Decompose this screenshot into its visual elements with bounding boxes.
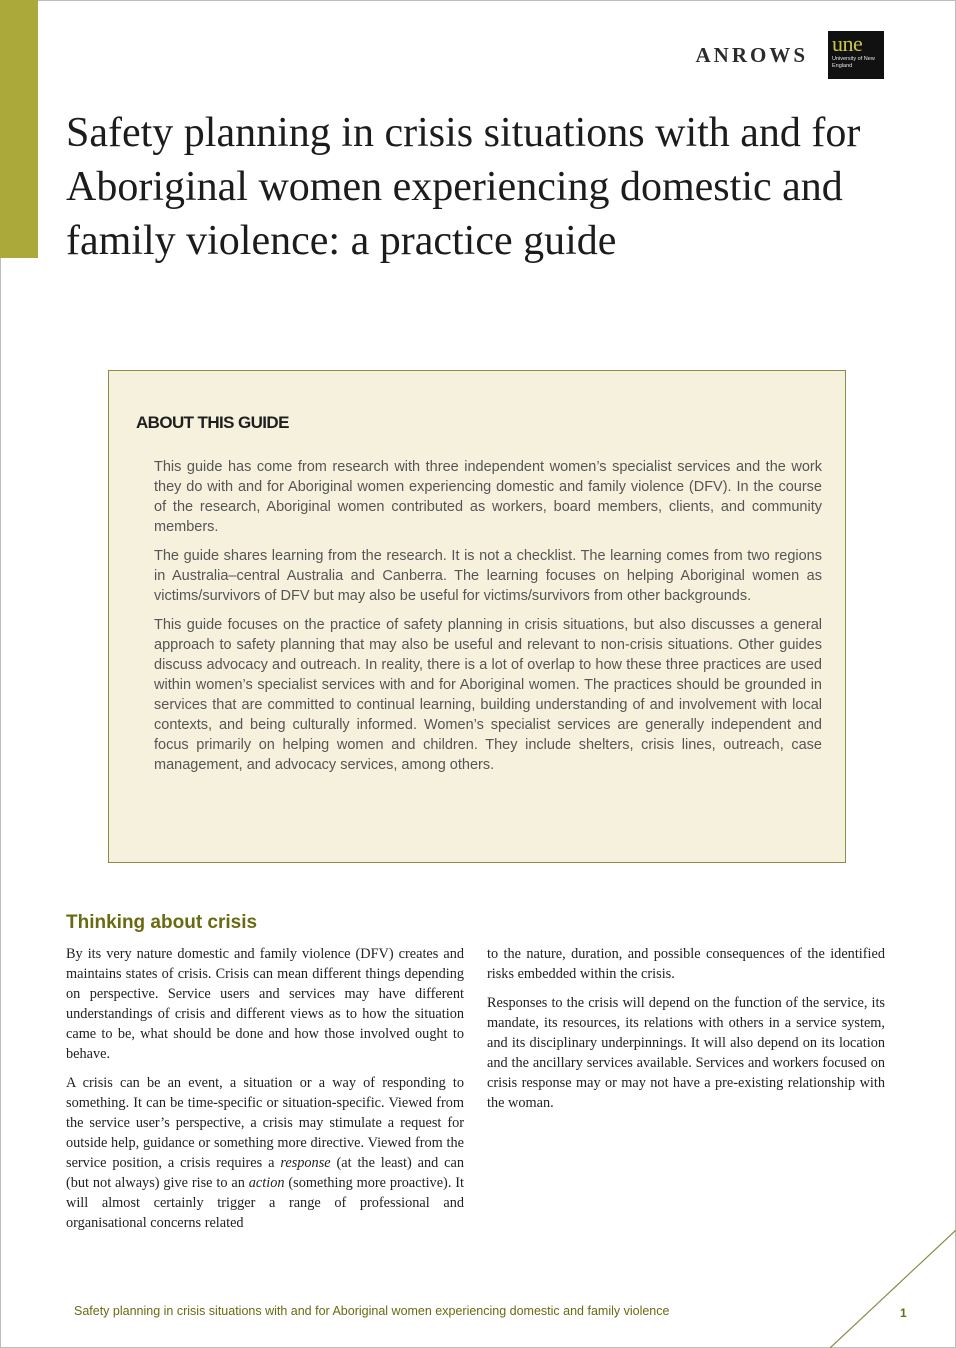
body-text: A crisis can be an event, a situation or a way of responding to something. It can be time-specific or situation-specific. Viewed from the service user’s perspective, a crisis may stimulate a request for outside help, guidance or something more directive. Viewed from the service position, a crisis requires a [66, 1075, 464, 1171]
body-column-left [66, 944, 464, 1242]
about-body [154, 457, 822, 784]
about-paragraph: This guide has come from research with three independent women’s specialist services and the work they do with and for Aboriginal women experiencing domestic and family violence (DFV). In the course of the research, Aboriginal women contributed as workers, board members, clients, and community members. [154, 459, 822, 535]
body-paragraph: By its very nature domestic and family violence (DFV) creates and maintains states of crisis. Crisis can mean different things depending on perspective. Service users and services may have different understandings of crisis and different views as to how the situation came to be, what should be done and how those involved ought to behave. [66, 946, 464, 1062]
footer-running-title: Safety planning in crisis situations with and for Aboriginal women experiencing domestic and family violence [74, 1304, 670, 1318]
about-paragraph: The guide shares learning from the research. It is not a checklist. The learning comes from two regions in Australia–central Australia and Canberra. The learning focuses on helping Aboriginal women as victims/survivors of DFV but may also be useful for victims/survivors from other backgrounds. [154, 548, 822, 604]
body-text: (something more proactive). It will almost certainly trigger a range of professional and organisational concerns related [66, 1175, 464, 1231]
emphasis-response: response [280, 1155, 331, 1171]
document-title: Safety planning in crisis situations with and for Aboriginal women experiencing domestic and family violence: a practice guide [66, 110, 861, 264]
corner-decoration [830, 1230, 956, 1348]
body-text: (at the least) and can (but not always) give rise to an [66, 1155, 464, 1191]
une-logo [828, 31, 884, 79]
body-column-right [487, 944, 885, 1122]
emphasis-action: action [248, 1175, 285, 1191]
body-paragraph: to the nature, duration, and possible consequences of the identified risks embedded within the crisis. [487, 946, 885, 982]
about-paragraph: This guide focuses on the practice of safety planning in crisis situations, but also discusses a general approach to safety planning that may also be useful and relevant to non-crisis situations. Other guides discuss advocacy and outreach. In reality, there is a lot of overlap to how these three practices are used within women’s specialist services with and for Aboriginal women. The practices should be grounded in services that are committed to continual learning, building understanding of and involvement with local contexts, and being culturally informed. Women’s specialist services are generally independent and focus primarily on helping women and children. They include shelters, crisis lines, outreach, case management, and advocacy services, among others. [154, 617, 822, 773]
body-paragraph: Responses to the crisis will depend on the function of the service, its mandate, its resources, its relations with others in a service system, and its disciplinary underpinnings. It will also depend on its location and the ancillary services available. Services and workers focused on crisis response may or may not have a pre-existing relationship with the woman. [487, 995, 885, 1111]
header-logos [695, 31, 884, 79]
page-number: 1 [900, 1306, 907, 1320]
section-heading: Thinking about crisis [66, 912, 258, 933]
accent-bar [0, 0, 38, 258]
body-paragraph [66, 1073, 464, 1233]
une-logo-mark: une [832, 31, 863, 56]
anrows-logo: ANROWS [695, 42, 808, 67]
une-logo-subtitle: University of New England [832, 56, 875, 69]
about-heading: ABOUT THIS GUIDE [136, 413, 289, 432]
about-guide-box [108, 370, 846, 863]
